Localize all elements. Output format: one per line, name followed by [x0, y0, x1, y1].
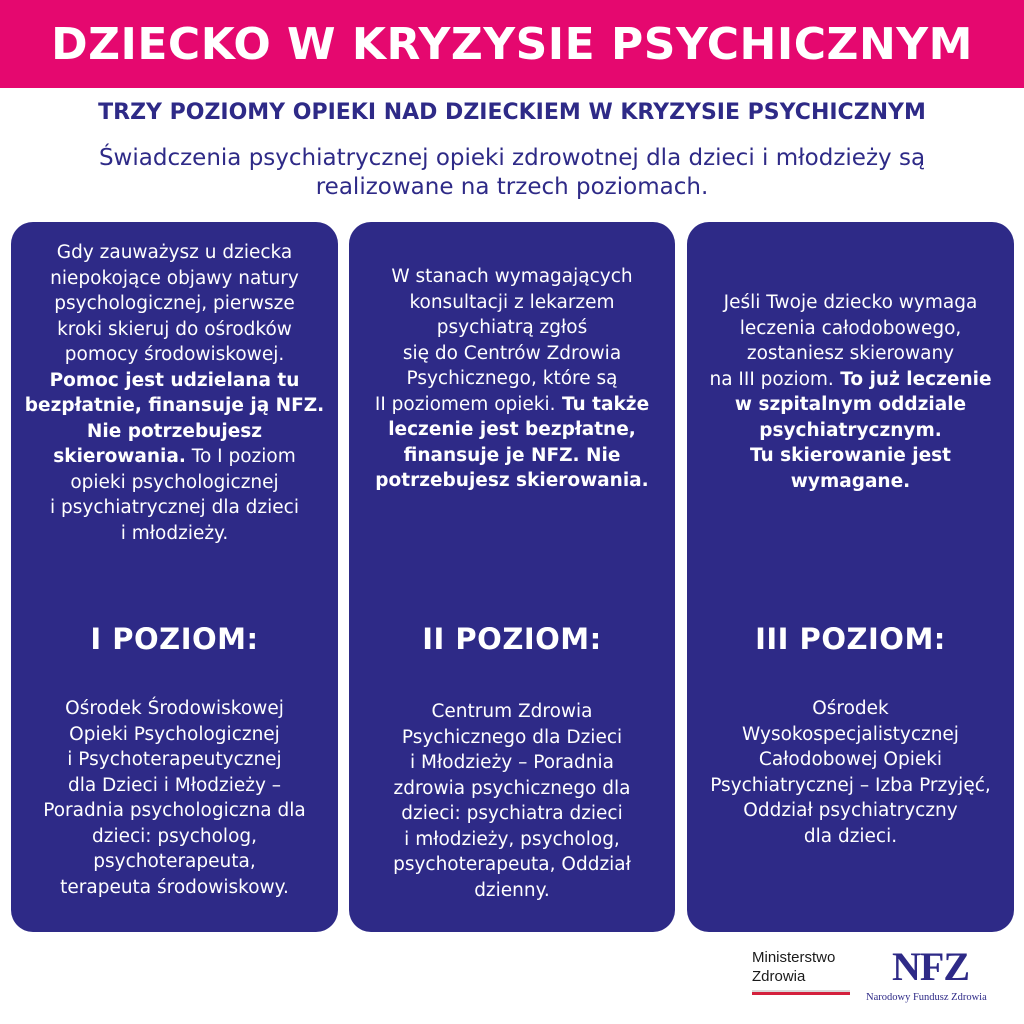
description-line: Gdy zauważysz u dziecka	[56, 242, 293, 263]
facility-line: dla Dzieci i Młodzieży –	[67, 774, 282, 796]
description-line: potrzebujesz skierowania.	[375, 470, 649, 491]
level-card-2	[349, 222, 675, 932]
level-card-1	[11, 222, 338, 932]
ministry-name-line: Ministerstwo	[752, 949, 836, 966]
level-heading: III POZIOM:	[755, 622, 946, 656]
facility-line: zdrowia psychicznego dla	[393, 777, 631, 799]
nfz-logo: NFZ	[892, 944, 969, 989]
facility-list	[363, 699, 661, 903]
facility-line: Opieki Psychologicznej	[69, 723, 280, 745]
facility-line: dzieci: psychiatra dzieci	[401, 803, 623, 824]
description-line: i młodzieży.	[120, 522, 229, 544]
card-description	[359, 264, 665, 494]
facility-line: Psychicznego dla Dzieci	[401, 726, 623, 748]
description-line: Psychicznego, które są	[406, 368, 618, 389]
description-line: Nie potrzebujesz	[86, 420, 263, 442]
description-line: konsultacji z lekarzem	[409, 291, 615, 313]
description-line: i psychiatrycznej dla dzieci	[50, 497, 299, 518]
facility-line: i Psychoterapeutycznej	[67, 749, 282, 770]
description-line: się do Centrów Zdrowia	[402, 342, 622, 364]
facility-line: Centrum Zdrowia	[431, 701, 593, 722]
description-line: bezpłatnie, finansuje ją NFZ.	[24, 395, 325, 416]
description-line: Jeśli Twoje dziecko wymaga	[723, 292, 978, 313]
description-line: Tu skierowanie jest	[749, 445, 952, 466]
facility-line: Ośrodek Środowiskowej	[65, 698, 284, 719]
description-line: w szpitalnym oddziale	[734, 394, 967, 415]
facility-line: i Młodzieży – Poradnia	[410, 752, 614, 773]
facility-line: i młodzieży, psycholog,	[404, 828, 620, 850]
description-line: pomocy środowiskowej.	[64, 344, 285, 365]
page-subtitle: TRZY POZIOMY OPIEKI NAD DZIECKIEM W KRYZYSIE PSYCHICZNYM	[98, 100, 926, 125]
title-banner	[0, 0, 1024, 88]
page-title: DZIECKO W KRYZYSIE PSYCHICZNYM	[51, 18, 973, 70]
facility-line: Całodobowej Opieki	[758, 749, 943, 770]
facility-line: dzienny.	[474, 879, 550, 901]
flag-stripe-icon	[752, 990, 850, 995]
description-line: skierowania. To I poziom	[53, 446, 296, 467]
ministry-of-health-logo	[752, 948, 852, 995]
description-line: na III poziom. To już leczenie	[709, 368, 992, 390]
level-heading: I POZIOM:	[90, 622, 259, 656]
ministry-name-line: Zdrowia	[752, 968, 806, 985]
description-line: psychologicznej, pierwsze	[54, 293, 295, 314]
intro-text	[80, 144, 944, 202]
facility-line: Psychiatrycznej – Izba Przyjęć,	[710, 774, 991, 796]
description-line: leczenia całodobowego,	[739, 317, 962, 339]
description-line: leczenie jest bezpłatne,	[388, 419, 636, 440]
description-line: W stanach wymagających	[391, 266, 633, 287]
facility-line: psychoterapeuta, Oddział	[393, 854, 631, 875]
nfz-full-name: Narodowy Fundusz Zdrowia	[866, 992, 987, 1003]
facility-line: Poradnia psychologiczna dla	[43, 800, 306, 821]
facility-list	[25, 696, 324, 900]
description-line: zostaniesz skierowany	[746, 343, 955, 364]
facility-line: terapeuta środowiskowy.	[60, 876, 289, 898]
facility-line: psychoterapeuta,	[93, 851, 256, 872]
facility-line: Ośrodek	[812, 698, 889, 719]
level-heading: II POZIOM:	[422, 622, 602, 656]
facility-line: dzieci: psycholog,	[91, 825, 258, 847]
facility-line: Oddział psychiatryczny	[743, 800, 958, 821]
description-line: opieki psychologicznej	[70, 471, 279, 493]
card-description	[697, 290, 1004, 494]
description-line: II poziomem opieki. Tu także	[374, 393, 650, 415]
description-line: psychiatrą zgłoś	[436, 317, 588, 338]
level-card-3	[687, 222, 1014, 932]
description-line: niepokojące objawy natury	[50, 267, 299, 289]
card-description	[21, 240, 328, 546]
description-line: wymagane.	[790, 470, 911, 492]
facility-list	[701, 696, 1000, 849]
description-line: finansuje je NFZ. Nie	[403, 444, 621, 466]
facility-line: Wysokospecjalistycznej	[742, 723, 959, 745]
description-line: Pomoc jest udzielana tu	[49, 369, 300, 391]
description-line: kroki skieruj do ośrodków	[57, 318, 292, 340]
description-line: psychiatrycznym.	[759, 419, 942, 441]
facility-line: dla dzieci.	[803, 825, 898, 847]
intro-line: Świadczenia psychiatrycznej opieki zdrowotnej dla dzieci i młodzieży są	[98, 145, 926, 171]
intro-line: realizowane na trzech poziomach.	[315, 174, 709, 200]
